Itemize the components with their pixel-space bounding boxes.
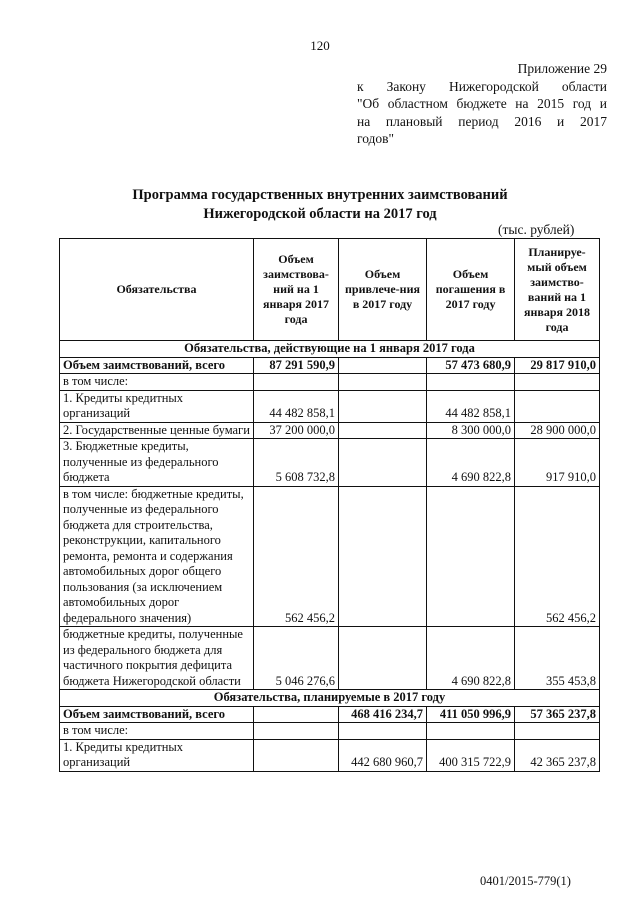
table-header-row [60,239,600,341]
appendix-line: к Закону Нижегородской области [357,78,607,94]
appendix-title: Приложение 29 [517,61,607,76]
document-code: 0401/2015-779(1) [480,874,571,888]
cell-value [339,439,427,487]
cell-value: 87 291 590,9 [254,357,339,374]
cell-value: 411 050 996,9 [427,706,515,723]
row-label: Объем заимствований, всего [60,706,254,723]
cell-value: 5 608 732,8 [254,439,339,487]
document-title [0,186,640,224]
table-row [60,486,600,627]
table-row [60,390,600,422]
appendix-block [357,60,607,148]
cell-value: 562 456,2 [515,486,600,627]
page-number: 120 [310,38,330,53]
cell-value [339,486,427,627]
cell-value [339,357,427,374]
cell-value: 57 473 680,9 [427,357,515,374]
cell-value: 442 680 960,7 [339,739,427,771]
cell-value [339,422,427,439]
cell-value [515,374,600,391]
cell-value [339,390,427,422]
appendix-line: на плановый период 2016 и 2017 [357,113,607,129]
cell-value: 57 365 237,8 [515,706,600,723]
cell-value [254,374,339,391]
row-label: 2. Государственные ценные бумаги [60,422,254,439]
cell-value: 5 046 276,6 [254,627,339,690]
table-row [60,422,600,439]
row-label: 1. Кредиты кредитных организаций [60,739,254,771]
cell-value [515,723,600,740]
cell-value: 355 453,8 [515,627,600,690]
row-label: в том числе: бюджетные кредиты, полученные из федерального бюджета для строительства, реконструкции, капитального ремонта, ремонта и содержания автомобильных дорог общего пользования (за исключением автомобильных дорог федерального значения) [60,486,254,627]
column-header: Объем погашения в 2017 году [427,239,515,341]
cell-value [254,739,339,771]
table-row [60,374,600,391]
cell-value: 468 416 234,7 [339,706,427,723]
cell-value [339,723,427,740]
cell-value [427,723,515,740]
section-row [60,341,600,358]
document-title-line: Программа государственных внутренних заимствований [132,187,508,203]
section-title: Обязательства, планируемые в 2017 году [60,690,600,707]
section-title: Обязательства, действующие на 1 января 2017 года [60,341,600,358]
cell-value [254,723,339,740]
row-label: 3. Бюджетные кредиты, полученные из федерального бюджета [60,439,254,487]
cell-value [339,627,427,690]
row-label: 1. Кредиты кредитных организаций [60,390,254,422]
document-title-line: Нижегородской области на 2017 год [203,206,437,222]
cell-value [254,706,339,723]
cell-value: 4 690 822,8 [427,439,515,487]
row-label: бюджетные кредиты, полученные из федерального бюджета для частичного покрытия дефицита бюджета Нижегородской области [60,627,254,690]
column-header: Планируе-мый объем заимство-ваний на 1 января 2018 года [515,239,600,341]
table-row [60,739,600,771]
row-label: в том числе: [60,374,254,391]
column-header: Объем заимствова-ний на 1 января 2017 года [254,239,339,341]
cell-value: 37 200 000,0 [254,422,339,439]
cell-value [339,374,427,391]
cell-value: 42 365 237,8 [515,739,600,771]
column-header: Объем привлече-ния в 2017 году [339,239,427,341]
column-header: Обязательства [60,239,254,341]
appendix-line: "Об областном бюджете на 2015 год и [357,96,607,111]
borrowing-table [59,238,600,772]
cell-value: 28 900 000,0 [515,422,600,439]
cell-value: 4 690 822,8 [427,627,515,690]
table-row [60,439,600,487]
table-row [60,357,600,374]
table-row [60,723,600,740]
cell-value: 29 817 910,0 [515,357,600,374]
cell-value: 8 300 000,0 [427,422,515,439]
table-row [60,706,600,723]
cell-value: 917 910,0 [515,439,600,487]
cell-value [427,374,515,391]
units-label: (тыс. рублей) [498,222,575,237]
row-label: Объем заимствований, всего [60,357,254,374]
cell-value: 44 482 858,1 [427,390,515,422]
cell-value: 562 456,2 [254,486,339,627]
cell-value [427,486,515,627]
cell-value: 400 315 722,9 [427,739,515,771]
appendix-line: годов" [357,131,395,146]
table-row [60,627,600,690]
row-label: в том числе: [60,723,254,740]
cell-value: 44 482 858,1 [254,390,339,422]
section-row [60,690,600,707]
cell-value [515,390,600,422]
